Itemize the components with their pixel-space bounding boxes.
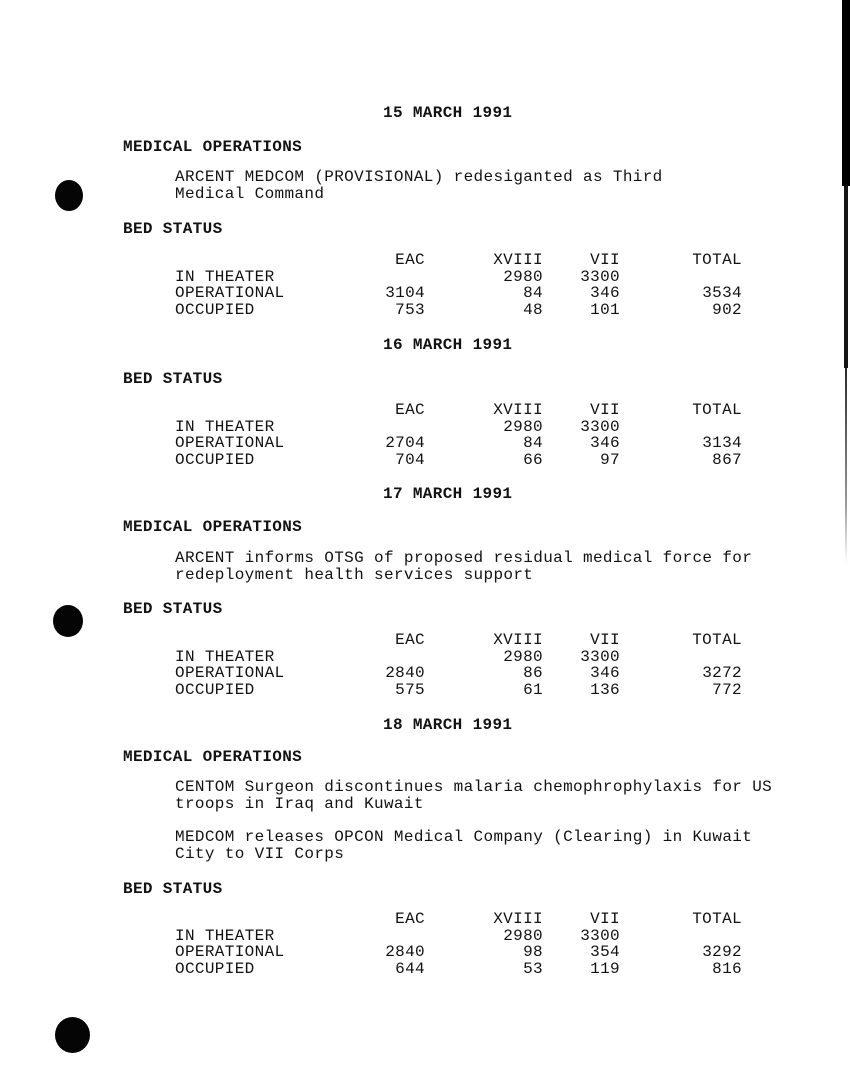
column-header-blank [175, 911, 335, 928]
cell-eac: 575 [395, 681, 425, 700]
section-heading-bed-status: BED STATUS [123, 600, 223, 618]
date-heading: 16 MARCH 1991 [383, 336, 513, 354]
paragraph-line: redeployment health services support [175, 566, 534, 584]
row-label: IN THEATER [175, 417, 275, 436]
section-heading-bed-status: BED STATUS [123, 220, 223, 238]
cell-xviii: 98 [523, 943, 543, 962]
date-heading: 18 MARCH 1991 [383, 716, 513, 734]
row-label: OCCUPIED [175, 681, 255, 700]
section-heading-bed-status: BED STATUS [123, 370, 223, 388]
hole-punch-mark [55, 180, 83, 211]
scan-edge-artifact [845, 368, 847, 563]
column-header-vii: VII [590, 401, 620, 419]
table-header-row [175, 252, 742, 269]
row-label: IN THEATER [175, 926, 275, 945]
cell-vii: 136 [590, 681, 620, 700]
bed-status-table [175, 911, 742, 978]
column-header-blank [175, 402, 335, 419]
column-header-total: TOTAL [692, 631, 742, 649]
row-label: IN THEATER [175, 647, 275, 666]
column-header-eac: EAC [395, 251, 425, 269]
cell-total [620, 419, 742, 436]
table-header-row [175, 911, 742, 928]
cell-total: 772 [712, 681, 742, 700]
cell-total: 816 [712, 960, 742, 979]
cell-vii: 3300 [580, 267, 620, 286]
paragraph [175, 550, 752, 584]
table-row [175, 944, 742, 961]
column-header-eac: EAC [395, 910, 425, 928]
cell-xviii: 84 [523, 434, 543, 453]
cell-eac: 704 [395, 451, 425, 470]
cell-vii: 97 [600, 451, 620, 470]
section-heading-medical-operations: MEDICAL OPERATIONS [123, 748, 303, 766]
row-label: OPERATIONAL [175, 943, 285, 962]
hole-punch-mark [53, 605, 83, 637]
cell-total: 3134 [702, 434, 742, 453]
cell-total: 3272 [702, 664, 742, 683]
cell-eac [335, 269, 425, 286]
cell-eac: 3104 [385, 284, 425, 303]
column-header-total: TOTAL [692, 251, 742, 269]
table-row [175, 649, 742, 666]
cell-vii: 3300 [580, 926, 620, 945]
cell-vii: 3300 [580, 417, 620, 436]
cell-eac: 644 [395, 960, 425, 979]
bed-status-table [175, 632, 742, 699]
table-row [175, 928, 742, 945]
cell-xviii: 2980 [503, 267, 543, 286]
column-header-total: TOTAL [692, 910, 742, 928]
cell-eac [335, 419, 425, 436]
table-row [175, 961, 742, 978]
cell-total: 3534 [702, 284, 742, 303]
date-heading: 17 MARCH 1991 [383, 485, 513, 503]
cell-vii: 346 [590, 434, 620, 453]
paragraph-line: troops in Iraq and Kuwait [175, 795, 424, 813]
cell-total [620, 649, 742, 666]
cell-vii: 346 [590, 284, 620, 303]
column-header-vii: VII [590, 910, 620, 928]
table-row [175, 435, 742, 452]
cell-vii: 101 [590, 301, 620, 320]
paragraph-line: ARCENT MEDCOM (PROVISIONAL) redesiganted as Third [175, 168, 663, 186]
paragraph-line: Medical Command [175, 185, 325, 203]
row-label: IN THEATER [175, 267, 275, 286]
scan-edge-artifact [844, 186, 848, 368]
cell-eac [335, 928, 425, 945]
cell-xviii: 66 [523, 451, 543, 470]
cell-total: 867 [712, 451, 742, 470]
table-row [175, 452, 742, 469]
paragraph-line: CENTOM Surgeon discontinues malaria chemophrophylaxis for US [175, 778, 773, 796]
column-header-eac: EAC [395, 631, 425, 649]
hole-punch-mark [55, 1017, 90, 1053]
column-header-vii: VII [590, 631, 620, 649]
row-label: OCCUPIED [175, 960, 255, 979]
row-label: OCCUPIED [175, 301, 255, 320]
paragraph-line: City to VII Corps [175, 845, 345, 863]
section-heading-medical-operations: MEDICAL OPERATIONS [123, 138, 303, 156]
bed-status-table [175, 252, 742, 319]
column-header-total: TOTAL [692, 401, 742, 419]
row-label: OPERATIONAL [175, 434, 285, 453]
table-header-row [175, 632, 742, 649]
column-header-eac: EAC [395, 401, 425, 419]
cell-xviii: 86 [523, 664, 543, 683]
row-label: OCCUPIED [175, 451, 255, 470]
table-row [175, 269, 742, 286]
cell-eac: 753 [395, 301, 425, 320]
cell-xviii: 2980 [503, 417, 543, 436]
bed-status-table [175, 402, 742, 469]
cell-vii: 354 [590, 943, 620, 962]
cell-vii: 119 [590, 960, 620, 979]
cell-xviii: 61 [523, 681, 543, 700]
cell-total: 902 [712, 301, 742, 320]
row-label: OPERATIONAL [175, 284, 285, 303]
cell-vii: 3300 [580, 647, 620, 666]
cell-total [620, 269, 742, 286]
paragraph [175, 779, 772, 813]
column-header-blank [175, 252, 335, 269]
paragraph-line: MEDCOM releases OPCON Medical Company (Clearing) in Kuwait [175, 828, 753, 846]
paragraph-line: ARCENT informs OTSG of proposed residual medical force for [175, 549, 753, 567]
paragraph [175, 829, 752, 863]
column-header-xviii: XVIII [493, 401, 543, 419]
column-header-xviii: XVIII [493, 910, 543, 928]
cell-xviii: 2980 [503, 647, 543, 666]
cell-eac [335, 649, 425, 666]
cell-total [620, 928, 742, 945]
column-header-xviii: XVIII [493, 631, 543, 649]
section-heading-bed-status: BED STATUS [123, 880, 223, 898]
row-label: OPERATIONAL [175, 664, 285, 683]
cell-eac: 2704 [385, 434, 425, 453]
cell-eac: 2840 [385, 664, 425, 683]
paragraph [175, 169, 663, 203]
cell-total: 3292 [702, 943, 742, 962]
cell-vii: 346 [590, 664, 620, 683]
table-row [175, 419, 742, 436]
scan-edge-artifact [842, 0, 850, 186]
column-header-xviii: XVIII [493, 251, 543, 269]
table-row [175, 302, 742, 319]
section-heading-medical-operations: MEDICAL OPERATIONS [123, 518, 303, 536]
table-row [175, 285, 742, 302]
column-header-blank [175, 632, 335, 649]
cell-xviii: 2980 [503, 926, 543, 945]
cell-xviii: 84 [523, 284, 543, 303]
column-header-vii: VII [590, 251, 620, 269]
table-row [175, 682, 742, 699]
cell-xviii: 53 [523, 960, 543, 979]
date-heading: 15 MARCH 1991 [383, 104, 513, 122]
cell-eac: 2840 [385, 943, 425, 962]
table-row [175, 665, 742, 682]
table-header-row [175, 402, 742, 419]
cell-xviii: 48 [523, 301, 543, 320]
